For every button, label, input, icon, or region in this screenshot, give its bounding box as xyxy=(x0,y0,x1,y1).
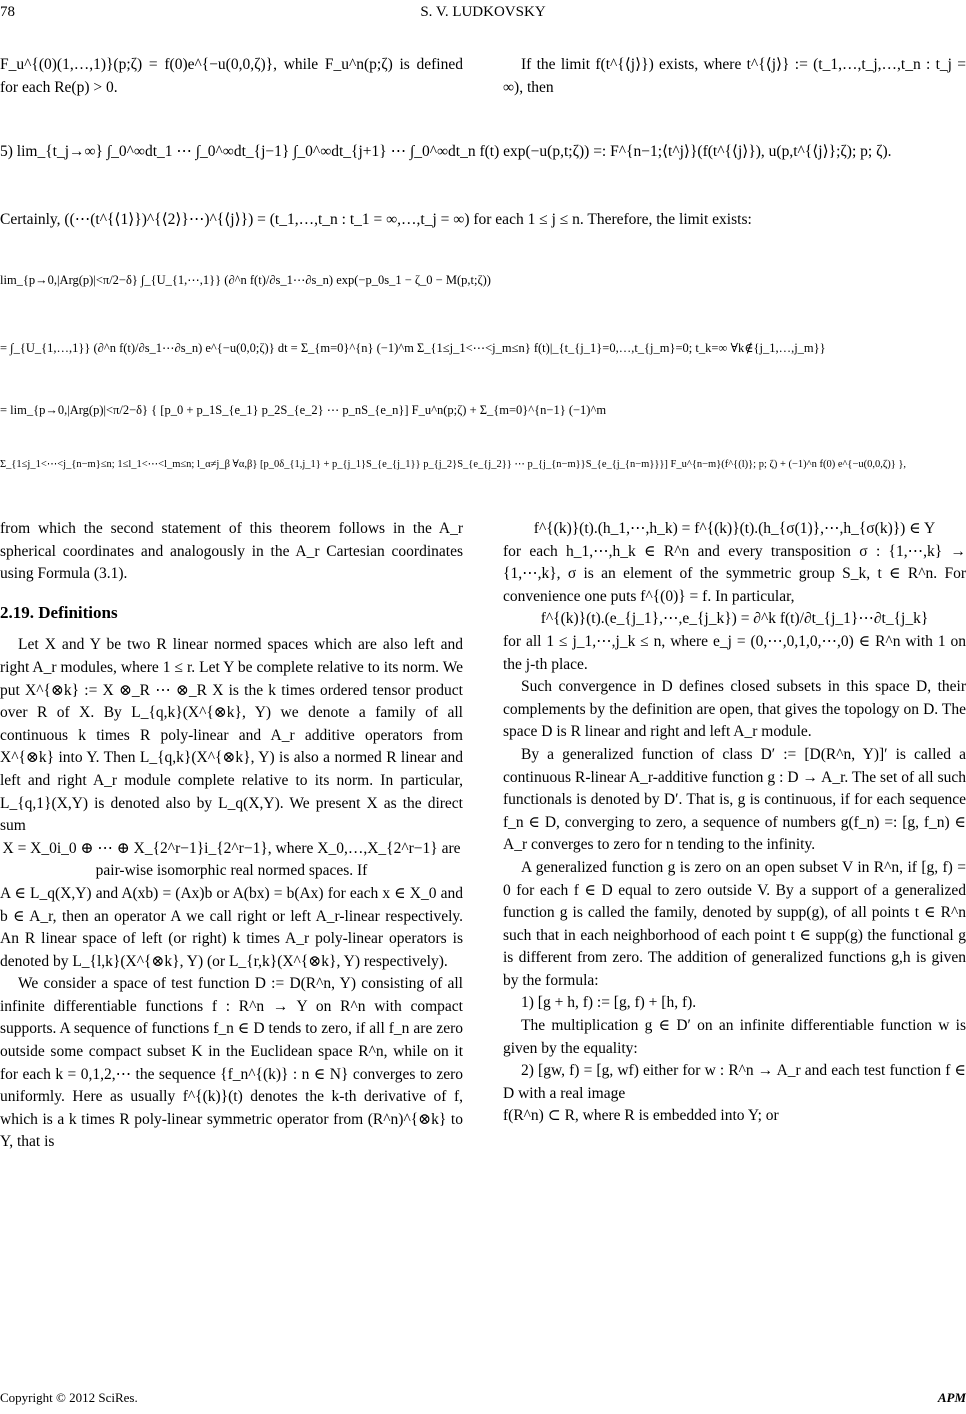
limit-equation-text: lim_{p→0,|Arg(p)|<π/2−δ} ∫_{U_{1,⋯,1}} (∂^n f(t)/∂s_1⋯∂s_n) exp(−p_0s_1 − ζ_0 − M(p,t;ζ)) xyxy=(0,273,491,287)
copyright-notice: Copyright © 2012 SciRes. xyxy=(0,1390,138,1405)
display-equation: 1) [g + h, f) := [g, f) + [h, f). xyxy=(521,994,697,1012)
paragraph: Let X and Y be two R linear normed spaces which are also left and right A_r modules, where 1 ≤ r. Let Y be complete relative to its norm. We put X^{⊗k} := X ⊗_R ⋯ ⊗_R X is the k times ordered tensor product over R of X. By L_{q,k}(X^{⊗k}, Y) we denote a family of all continuous k times R poly-linear and A_r additive operators from X^{⊗k} into Y. Then L_{q,k}(X^{⊗k}, Y) is also a normed R linear and left and right A_r module complete relative to its norm. In particular, L_{q,1}(X,Y) is denoted also by L_q(X,Y). We present X as the direct sum xyxy=(0,636,463,835)
limit-equation-text: Σ_{1≤j_1<⋯<j_{n−m}≤n; 1≤l_1<⋯<l_m≤n; l_α≠j_β ∀α,β} [p_0δ_{1,j_1} + p_{j_1}S_{e_{j_1}} p_{j_2}S_{e_{j_2}} ⋯ p_{j_{n−m}}S_{e_{j_{n−m}}}] F_u^{n−m}(f^{(l)}; p; ζ) + (−1)^n f(0) e^{−u(0,0,ζ)} }, xyxy=(0,459,907,470)
paragraph: Such convergence in D defines closed subsets in this space D, their complements by the definition are open, that gives the topology on D. The space D is R linear and right and left A_r module. xyxy=(503,678,966,741)
certainly-line xyxy=(0,210,966,229)
display-equation: f^{(k)}(t).(e_{j_1},⋯,e_{j_k}) = ∂^k f(t)/∂t_{j_1}⋯∂t_{j_k} xyxy=(540,610,929,628)
journal-abbreviation: APM xyxy=(937,1390,966,1405)
equation-5 xyxy=(0,142,966,161)
top-right-paragraph: If the limit f(t^{⟨j⟩}) exists, where t^{⟨j⟩} := (t_1,…,t_j,…,t_n : t_j = ∞), then xyxy=(503,56,966,96)
paragraph: The multiplication g ∈ D′ on an infinite differentiable function w is given by the equality: xyxy=(503,1017,966,1057)
limit-equation-line-1 xyxy=(0,272,966,288)
top-right-text xyxy=(503,54,966,99)
limit-equation-line-2 xyxy=(0,340,966,356)
paragraph: f(R^n) ⊂ R, where R is embedded into Y; or xyxy=(503,1107,779,1125)
display-equation: f^{(k)}(t).(h_1,⋯,h_k) = f^{(k)}(t).(h_{σ(1)},⋯,h_{σ(k)}) ∈ Y xyxy=(533,520,936,537)
paragraph: for each h_1,⋯,h_k ∈ R^n and every transposition σ : {1,⋯,k} → {1,⋯,k}, σ is an element of the symmetric group S_k, t ∈ R^n. For convenience one puts f^{(0)} = f. In particular, xyxy=(503,542,966,605)
limit-equation-line-4 xyxy=(0,458,966,470)
page-number: 78 xyxy=(0,4,15,20)
limit-equation-text: = lim_{p→0,|Arg(p)|<π/2−δ} { [p_0 + p_1S_{e_1} p_2S_{e_2} ⋯ p_nS_{e_n}] F_u^n(p;ζ) + Σ_{m=0}^{n−1} (−1)^m xyxy=(0,403,607,417)
paragraph: By a generalized function of class D′ := [D(R^n, Y)]′ is called a continuous R-linear A_r-additive function g : D → A_r. The set of all such functionals is denoted by D′. That is, g is continuous, if for each sequence f_n ∈ D, converging to zero, a sequence of numbers g(f_n) =: [g, f_n) ∈ A_r converges to zero for n tending to the infinity. xyxy=(503,745,966,854)
paragraph: from which the second statement of this theorem follows in the A_r spherical coordinates and analogously in the A_r Cartesian coordinates using Formula (3.1). xyxy=(0,520,463,583)
section-heading: 2.19. Definitions xyxy=(0,602,118,622)
limit-equation-text: = ∫_{U_{1,…,1}} (∂^n f(t)/∂s_1⋯∂s_n) e^{−u(0,0;ζ)} dt = Σ_{m=0}^{n} (−1)^m Σ_{1≤j_1<⋯<j_m≤n} f(t)|_{t_{j_1}=0,…,t_{j_m}=0; t_k=∞ ∀k∉{j_1,…,j_m}} xyxy=(0,341,826,355)
right-column xyxy=(503,518,966,1128)
left-column xyxy=(0,518,463,1154)
running-author: S. V. LUDKOVSKY xyxy=(420,4,546,20)
paragraph: for all 1 ≤ j_1,⋯,j_k ≤ n, where e_j = (0,⋯,0,1,0,⋯,0) ∈ R^n with 1 on the j-th place. xyxy=(503,632,966,673)
display-equation: 2) [gw, f) = [g, wf) either for w : R^n → A_r and each test function f ∈ D with a real image xyxy=(503,1062,966,1102)
paragraph: A ∈ L_q(X,Y) and A(xb) = (Ax)b or A(bx) = b(Ax) for each x ∈ X_0 and b ∈ A_r, then an operator A we call right or left A_r-linear respectively. An R linear space of left (or right) k times A_r poly-linear operators is denoted by L_{l,k}(X^{⊗k}, Y) (or L_{r,k}(X^{⊗k}, Y) respectively). xyxy=(0,884,463,970)
equation-5-text: 5) lim_{t_j→∞} ∫_0^∞dt_1 ⋯ ∫_0^∞dt_{j−1} ∫_0^∞dt_{j+1} ⋯ ∫_0^∞dt_n f(t) exp(−u(p,t;ζ)) =: F^{n−1;⟨t^j⟩}(f(t^{⟨j⟩}), u(p,t^{⟨j⟩};ζ); p; ζ). xyxy=(0,143,892,160)
page-header xyxy=(0,4,966,26)
top-left-paragraph: F_u^{(0)(1,…,1)}(p;ζ) = f(0)e^{−u(0,0,ζ)}, while F_u^n(p;ζ) is defined for each Re(p) > 0. xyxy=(0,56,463,96)
paragraph: We consider a space of test function D := D(R^n, Y) consisting of all infinite differentiable functions f : R^n → Y on R^n with compact supports. A sequence of functions f_n ∈ D tends to zero, if all f_n are zero outside some compact subset K in the Euclidean space R^n, while on it for each k = 0,1,2,⋯ the sequence {f_n^{(k)} : n ∈ N} converges to zero uniformly. Here as usually f^{(k)}(t) denotes the k-th derivative of f, which is a k times R poly-linear symmetric operator from (R^n)^{⊗k} to Y, that is xyxy=(0,975,463,1151)
paragraph: X = X_0i_0 ⊕ ⋯ ⊕ X_{2^r−1}i_{2^r−1}, where X_0,…,X_{2^r−1} are pair-wise isomorphic real normed spaces. If xyxy=(2,839,461,880)
limit-equation-line-3 xyxy=(0,402,966,418)
top-left-text xyxy=(0,54,463,99)
paragraph: A generalized function g is zero on an open subset V in R^n, if [g, f) = 0 for each f ∈ D equal to zero outside V. By a support of a generalized function g is called the family, denoted by supp(g), of all points t ∈ R^n such that in each neighborhood of each point t ∈ supp(g) the functional g is different from zero. The addition of generalized functions g,h is given by the formula: xyxy=(503,858,966,989)
certainly-text: Certainly, ((⋯(t^{⟨1⟩})^{⟨2⟩}⋯)^{⟨j⟩}) = (t_1,…,t_n : t_1 = ∞,…,t_j = ∞) for each 1 ≤ j ≤ n. Therefore, the limit exists: xyxy=(0,211,752,228)
